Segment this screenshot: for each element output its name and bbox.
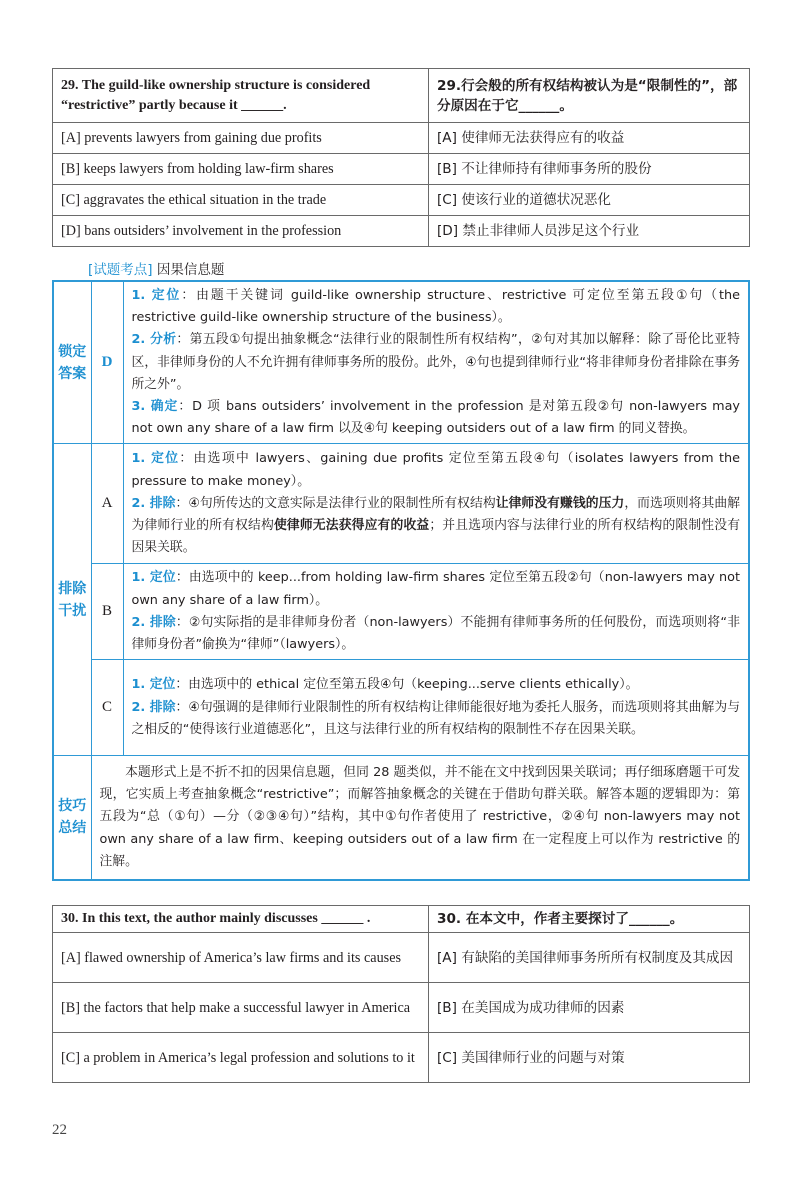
answer-letter: D: [91, 281, 123, 444]
lock-answer-label: 锁定 答案: [53, 281, 91, 444]
question-29-table: [52, 68, 750, 247]
option-c-letter: C: [91, 660, 123, 756]
q30-question-en: 30. In this text, the author mainly discusses ______ .: [53, 906, 429, 933]
q29-option-d-zh: [D] 禁止非律师人员涉足这个行业: [429, 216, 750, 247]
tips-summary-label: 技巧 总结: [53, 756, 91, 880]
option-c-analysis: 1. 定位：由选项中的 ethical 定位至第五段④句（keeping...serve clients ethically）。 2. 排除：④句强调的是律师行业限制性的所有权结构让律师能很好地为委托人服务，而选项则将其曲解为与之相反的“使得该行业道德恶化”，且这与法律行业的所有权结构的限制性不存在因果关联。: [123, 660, 749, 756]
q30-option-c-zh: [C] 美国律师行业的问题与对策: [429, 1033, 750, 1083]
q29-option-a-zh: [A] 使律师无法获得应有的收益: [429, 123, 750, 154]
question-30-table: [52, 905, 750, 1083]
q29-option-c-zh: [C] 使该行业的道德状况恶化: [429, 185, 750, 216]
q29-option-b-en: [B] keeps lawyers from holding law-firm shares: [53, 154, 429, 185]
q30-option-b-en: [B] the factors that help make a successful lawyer in America: [53, 983, 429, 1033]
lock-answer-body: 1. 定位：由题干关键词 guild-like ownership structure、restrictive 可定位至第五段①句（the restrictive guild-like ownership structure of the business）。 2. 分析：第五段①句提出抽象概念“法律行业的限制性所有权结构”，②句对其加以解释：除了哥伦比亚特区，非律师身份的人不允许拥有律师事务所的股份。此外，④句也提到律师行业“将非律师身份者排除在事务所之外”。 3. 确定：D 项 bans outsiders’ involvement in the profession 是对第五段②句 non-lawyers may not own any share of a law firm 以及④句 keeping outsiders out of a law firm 的同义替换。: [123, 281, 749, 444]
q29-option-d-en: [D] bans outsiders’ involvement in the profession: [53, 216, 429, 247]
option-b-letter: B: [91, 564, 123, 660]
option-a-letter: A: [91, 444, 123, 564]
q30-option-b-zh: [B] 在美国成为成功律师的因素: [429, 983, 750, 1033]
q29-question-en: 29. The guild-like ownership structure is considered “restrictive” partly because it ______.: [53, 69, 429, 123]
option-a-analysis: 1. 定位：由选项中 lawyers、gaining due profits 定位至第五段④句（isolates lawyers from the pressure to make money）。 2. 排除：④句所传达的文意实际是法律行业的限制性所有权结构让律师没有赚钱的压力，而选项则将其曲解为律师行业的所有权结构使律师无法获得应有的收益；并且选项内容与法律行业的所有权结构的限制性没有因果关联。: [123, 444, 749, 564]
exam-point-tag: [试题考点]: [88, 262, 153, 278]
q30-option-c-en: [C] a problem in America’s legal profession and solutions to it: [53, 1033, 429, 1083]
page-number: 22: [52, 1122, 67, 1138]
q30-option-a-zh: [A] 有缺陷的美国律师事务所所有权制度及其成因: [429, 933, 750, 983]
q29-option-c-en: [C] aggravates the ethical situation in the trade: [53, 185, 429, 216]
exclude-distractors-label: 排除 干扰: [53, 444, 91, 756]
option-b-analysis: 1. 定位：由选项中的 keep...from holding law-firm shares 定位至第五段②句（non-lawyers may not own any share of a law firm）。 2. 排除：②句实际指的是非律师身份者（non-lawyers）不能拥有律师事务所的任何股份，而选项则将“非律师身份者”偷换为“律师”（lawyers）。: [123, 564, 749, 660]
exam-point-text: 因果信息题: [156, 262, 225, 278]
q29-option-b-zh: [B] 不让律师持有律师事务所的股份: [429, 154, 750, 185]
q29-option-a-en: [A] prevents lawyers from gaining due profits: [53, 123, 429, 154]
tips-summary-text: 本题形式上是不折不扣的因果信息题，但同 28 题类似，并不能在文中找到因果关联词；再仔细琢磨题干可发现，它实质上考查抽象概念“restrictive”；而解答抽象概念的关键在于借助句群关联。解答本题的逻辑即为：第五段为“总（①句）—分（②③④句）”结构，其中①句作者使用了 restrictive，②④句 non-lawyers may not own any share of a law firm、keeping outsiders out of a law firm 在一定程度上可以作为 restrictive 的注解。: [91, 756, 749, 880]
q30-question-zh: 30. 在本文中，作者主要探讨了______。: [429, 906, 750, 933]
q30-option-a-en: [A] flawed ownership of America’s law firms and its causes: [53, 933, 429, 983]
analysis-table: [52, 280, 750, 881]
q29-question-zh: 29.行会般的所有权结构被认为是“限制性的”，部分原因在于它______。: [429, 69, 750, 123]
exam-point: [88, 258, 224, 278]
